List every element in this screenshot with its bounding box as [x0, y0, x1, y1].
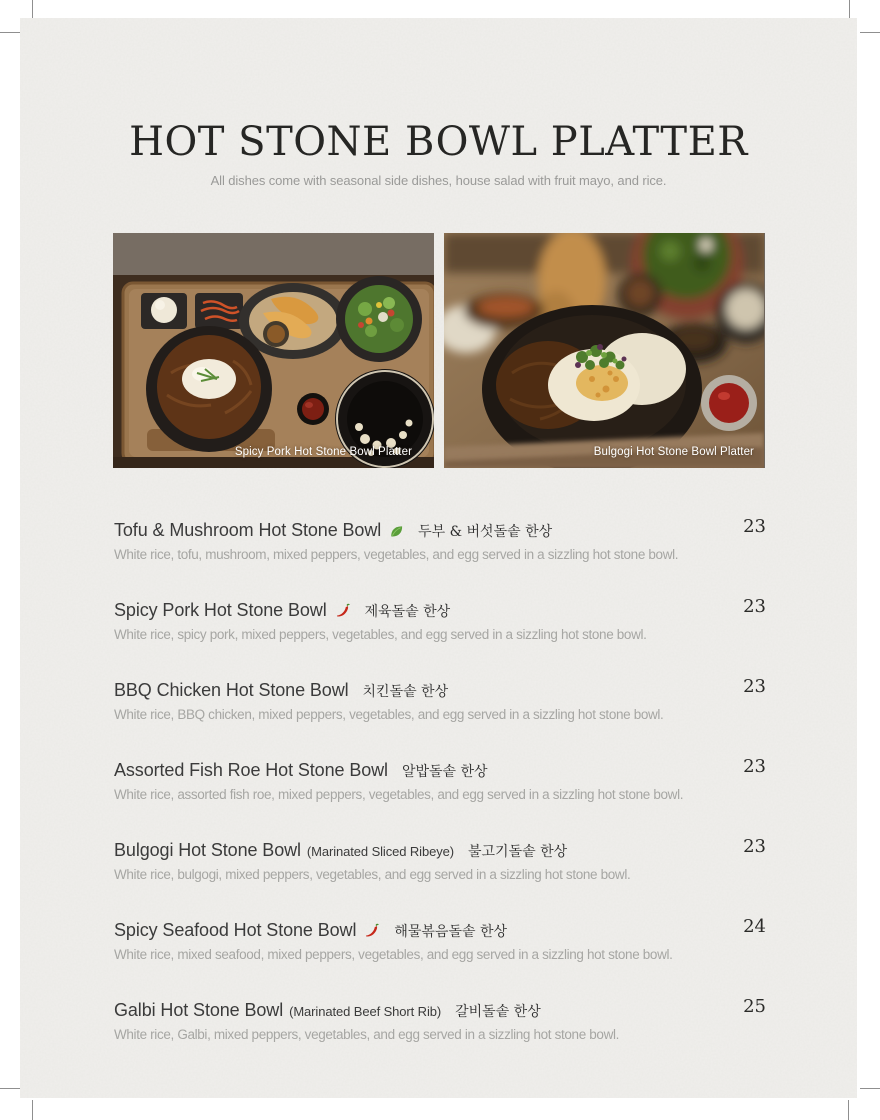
crop-mark [848, 1100, 849, 1120]
dish-korean-name: 치킨돌솥 한상 [362, 684, 449, 700]
menu-item-bulgogi [114, 838, 766, 883]
menu-item-spicy-seafood [114, 918, 766, 963]
dish-description: White rice, mixed seafood, mixed peppers, vegetables, and egg served in a sizzling hot stone bowl. [114, 947, 673, 962]
item-head [114, 678, 766, 704]
dish-description: White rice, spicy pork, mixed peppers, vegetables, and egg served in a sizzling hot stone bowl. [114, 627, 647, 642]
menu-item-galbi [114, 998, 766, 1043]
page-subtitle: All dishes come with seasonal side dishes, house salad with fruit mayo, and rice. [210, 173, 667, 188]
dish-name: Bulgogi Hot Stone Bowl [114, 840, 301, 860]
dish-description: White rice, assorted fish roe, mixed peppers, vegetables, and egg served in a sizzling hot stone bowl. [114, 787, 684, 802]
item-head [114, 518, 766, 544]
dish-name: Assorted Fish Roe Hot Stone Bowl [114, 760, 388, 780]
dish-korean-name: 두부 & 버섯돌솥 한상 [418, 524, 553, 540]
dish-price: 23 [743, 836, 766, 857]
dish-description: White rice, bulgogi, mixed peppers, vegetables, and egg served in a sizzling hot stone bowl. [114, 867, 631, 882]
menu-item-assorted-fish-roe [114, 758, 766, 803]
photo-spicy-pork-platter [113, 233, 434, 468]
dish-price: 23 [743, 676, 766, 697]
menu-item-spicy-pork [114, 598, 766, 643]
leaf-icon [389, 524, 404, 539]
menu-item-tofu-mushroom [114, 518, 766, 563]
dish-korean-name: 해물볶음돌솥 한상 [394, 924, 508, 940]
dish-name: BBQ Chicken Hot Stone Bowl [114, 680, 349, 700]
dish-name: Galbi Hot Stone Bowl [114, 1000, 284, 1020]
spicy-pork-platter-illustration [113, 233, 434, 468]
dish-price: 24 [743, 916, 766, 937]
dish-korean-name: 갈비돌솥 한상 [455, 1004, 541, 1020]
item-head [114, 918, 766, 944]
dish-name: Spicy Pork Hot Stone Bowl [114, 600, 327, 620]
dish-price: 23 [743, 756, 766, 777]
crop-mark [860, 32, 880, 33]
crop-mark [860, 1088, 880, 1089]
crop-mark [32, 1100, 33, 1120]
menu-header [20, 120, 857, 188]
crop-mark [32, 0, 33, 18]
photo-caption: Bulgogi Hot Stone Bowl Platter [593, 446, 754, 458]
dish-name: Tofu & Mushroom Hot Stone Bowl [114, 520, 382, 540]
dish-description: White rice, BBQ chicken, mixed peppers, vegetables, and egg served in a sizzling hot stone bowl. [114, 707, 664, 722]
photo-bulgogi-platter [444, 233, 765, 468]
dish-price: 23 [743, 516, 766, 537]
menu-item-bbq-chicken [114, 678, 766, 723]
dish-description: White rice, tofu, mushroom, mixed peppers, vegetables, and egg served in a sizzling hot stone bowl. [114, 547, 679, 562]
dish-name: Spicy Seafood Hot Stone Bowl [114, 920, 357, 940]
photo-caption: Spicy Pork Hot Stone Bowl Platter [234, 446, 412, 458]
chili-icon [364, 923, 380, 939]
photo-row [113, 233, 765, 468]
page-title: HOT STONE BOWL PLATTER [129, 119, 748, 165]
bulgogi-platter-illustration [444, 233, 764, 468]
dish-korean-name: 불고기돌솥 한상 [468, 844, 568, 860]
dish-korean-name: 알밥돌솥 한상 [401, 764, 488, 780]
dish-description: White rice, Galbi, mixed peppers, vegetables, and egg served in a sizzling hot stone bowl. [114, 1027, 620, 1042]
item-head [114, 838, 766, 864]
dish-korean-name: 제육돌솥 한상 [364, 604, 451, 620]
item-head [114, 758, 766, 784]
chili-icon [335, 603, 351, 619]
dish-subtitle: (Marinated Beef Short Rib) [289, 1004, 442, 1019]
item-head [114, 998, 766, 1024]
menu-page [20, 18, 857, 1098]
dish-price: 23 [743, 596, 766, 617]
dish-price: 25 [743, 996, 766, 1017]
item-head [114, 598, 766, 624]
crop-mark [849, 0, 850, 18]
crop-mark [0, 32, 20, 33]
dish-subtitle: (Marinated Sliced Ribeye) [306, 844, 454, 859]
menu-item-list [114, 518, 766, 1043]
crop-mark [0, 1088, 20, 1089]
